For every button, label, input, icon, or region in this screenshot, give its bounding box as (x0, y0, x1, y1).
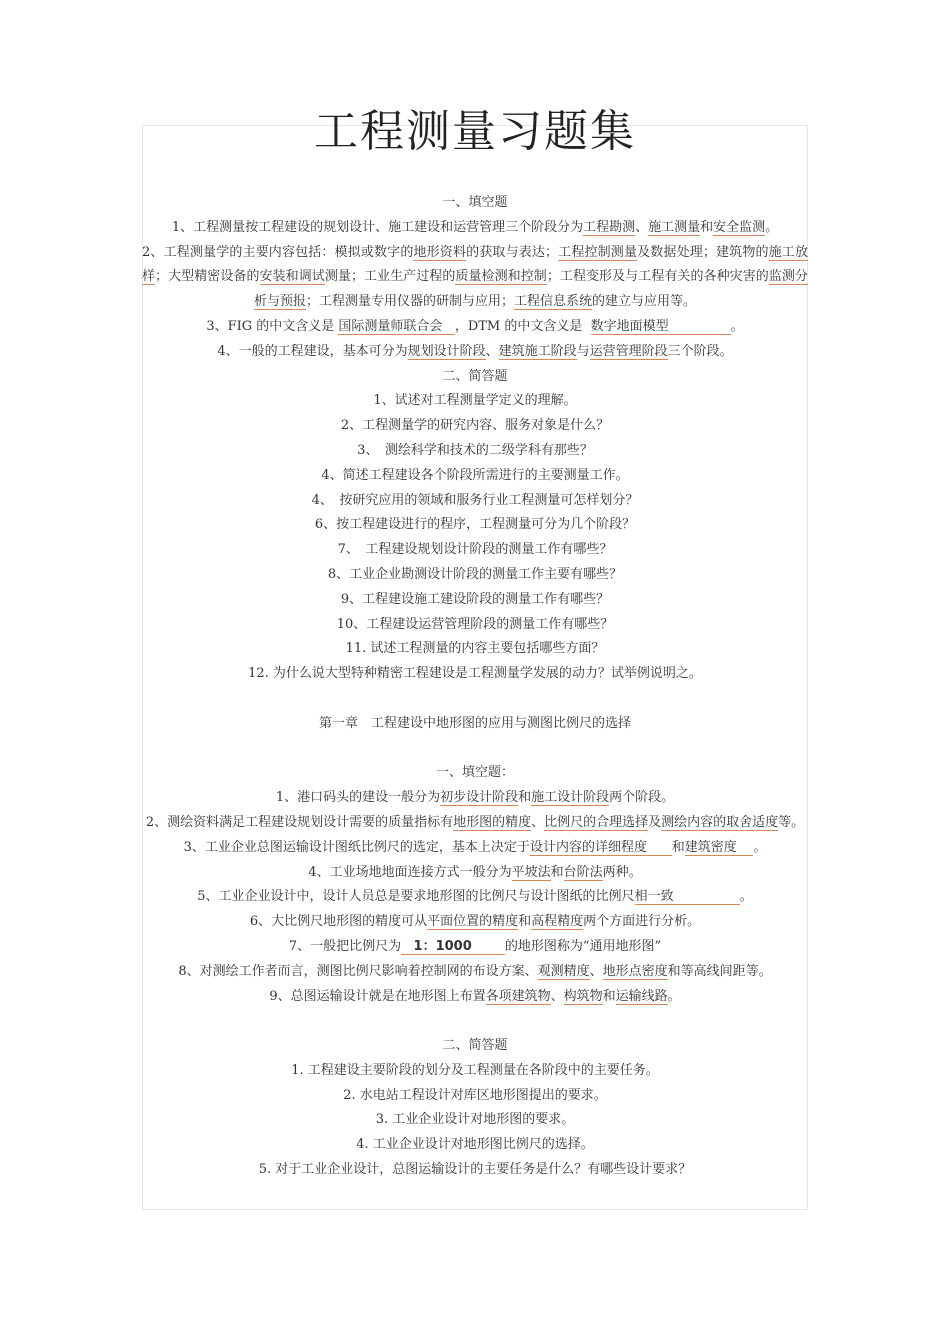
short-question: 3、 测绘科学和技术的二级学科有那些？ (357, 442, 593, 458)
ch1-q7: 7、一般把比例尺为 1：1000 的地形图称为“通用地形图” (288, 938, 662, 954)
ch1-q4: 4、工业场地地面连接方式一般分为平坡法和台阶法两种。 (308, 864, 642, 880)
intro-q4: 4、一般的工程建设，基本可分为规划设计阶段、建筑施工阶段与运营管理阶段三个阶段。 (217, 343, 733, 359)
short-question: 4、 按研究应用的领域和服务行业工程测量可怎样划分？ (311, 492, 639, 508)
short-question: 1. 工程建设主要阶段的划分及工程测量在各阶段中的主要任务。 (291, 1062, 659, 1078)
short-question: 7、 工程建设规划设计阶段的测量工作有哪些？ (337, 542, 613, 558)
short-question: 3. 工业企业设计对地形图的要求。 (375, 1112, 575, 1128)
intro-q1: 1、工程测量按工程建设的规划设计、施工建设和运营管理三个阶段分为工程勘测、施工测量和安全监测。 (171, 219, 779, 235)
chapter-fill-heading: 一、填空题： (435, 765, 514, 781)
intro-q3: 3、FIG 的中文含义是 国际测量师联合会 ，DTM 的中文含义是 数字地面模型 。 (206, 318, 744, 334)
short-question: 11. 试述工程测量的内容主要包括哪些方面？ (345, 641, 605, 657)
ch1-q1: 1、港口码头的建设一般分为初步设计阶段和施工设计阶段两个阶段。 (275, 790, 675, 806)
short-question: 5. 对于工业企业设计，总图运输设计的主要任务是什么？有哪些设计要求？ (258, 1162, 692, 1178)
ch1-q5: 5、工业企业设计中，设计人员总是要求地形图的比例尺与设计图纸的比例尺相一致 。 (197, 889, 753, 905)
short-question: 4. 工业企业设计对地形图比例尺的选择。 (356, 1137, 594, 1153)
short-question: 9、工程建设施工建设阶段的测量工作有哪些？ (340, 591, 610, 607)
short-question: 8、工业企业勘测设计阶段的测量工作主要有哪些？ (327, 566, 623, 582)
ch1-q9: 9、总图运输设计就是在地形图上布置各项建筑物、构筑物和运输线路。 (269, 988, 681, 1004)
short-question: 1、试述对工程测量学定义的理解。 (373, 393, 577, 409)
short-question: 12. 为什么说大型特种精密工程建设是工程测量学发展的动力？试举例说明之。 (248, 666, 702, 682)
section-heading-short: 二、简答题 (442, 368, 508, 384)
ch1-q3: 3、工业企业总图运输设计图纸比例尺的选定，基本上决定于设计内容的详细程度 和建筑密度 。 (183, 839, 767, 855)
short-question: 6、按工程建设进行的程序，工程测量可分为几个阶段？ (314, 517, 636, 533)
ch1-q6: 6、大比例尺地形图的精度可从平面位置的精度和高程精度两个方面进行分析。 (249, 914, 701, 930)
intro-q2: 2、工程测量学的主要内容包括：模拟或数字的地形资料的获取与表达；工程控制测量及数据处理；建筑物的施工放样；大型精密设备的安装和调试测量；工业生产过程的质量检测和控制；工程变形及与工程有关的各种灾害的监测分析与预报；工程测量专用仪器的研制与应用；工程信息系统的建立与应用等。 (142, 244, 808, 310)
short-question: 4、简述工程建设各个阶段所需进行的主要测量工作。 (321, 467, 629, 483)
document-body (142, 191, 808, 1183)
ch1-q2: 2、测绘资料满足工程建设规划设计需要的质量指标有地形图的精度、比例尺的合理选择及测绘内容的取舍适度等。 (145, 814, 805, 830)
short-question: 2、工程测量学的研究内容、服务对象是什么？ (340, 418, 610, 434)
section-heading-fill: 一、填空题 (442, 195, 508, 210)
chapter-heading: 第一章 工程建设中地形图的应用与测图比例尺的选择 (318, 715, 631, 731)
chapter-short-heading: 二、简答题 (442, 1038, 508, 1054)
short-question: 2. 水电站工程设计对库区地形图提出的要求。 (343, 1087, 607, 1103)
ch1-q8: 8、对测绘工作者而言，测图比例尺影响着控制网的布设方案、观测精度、地形点密度和等高线间距等。 (178, 963, 772, 979)
document-title: 工程测量习题集 (314, 106, 636, 157)
short-question: 10、工程建设运营管理阶段的测量工作有哪些？ (336, 616, 614, 632)
